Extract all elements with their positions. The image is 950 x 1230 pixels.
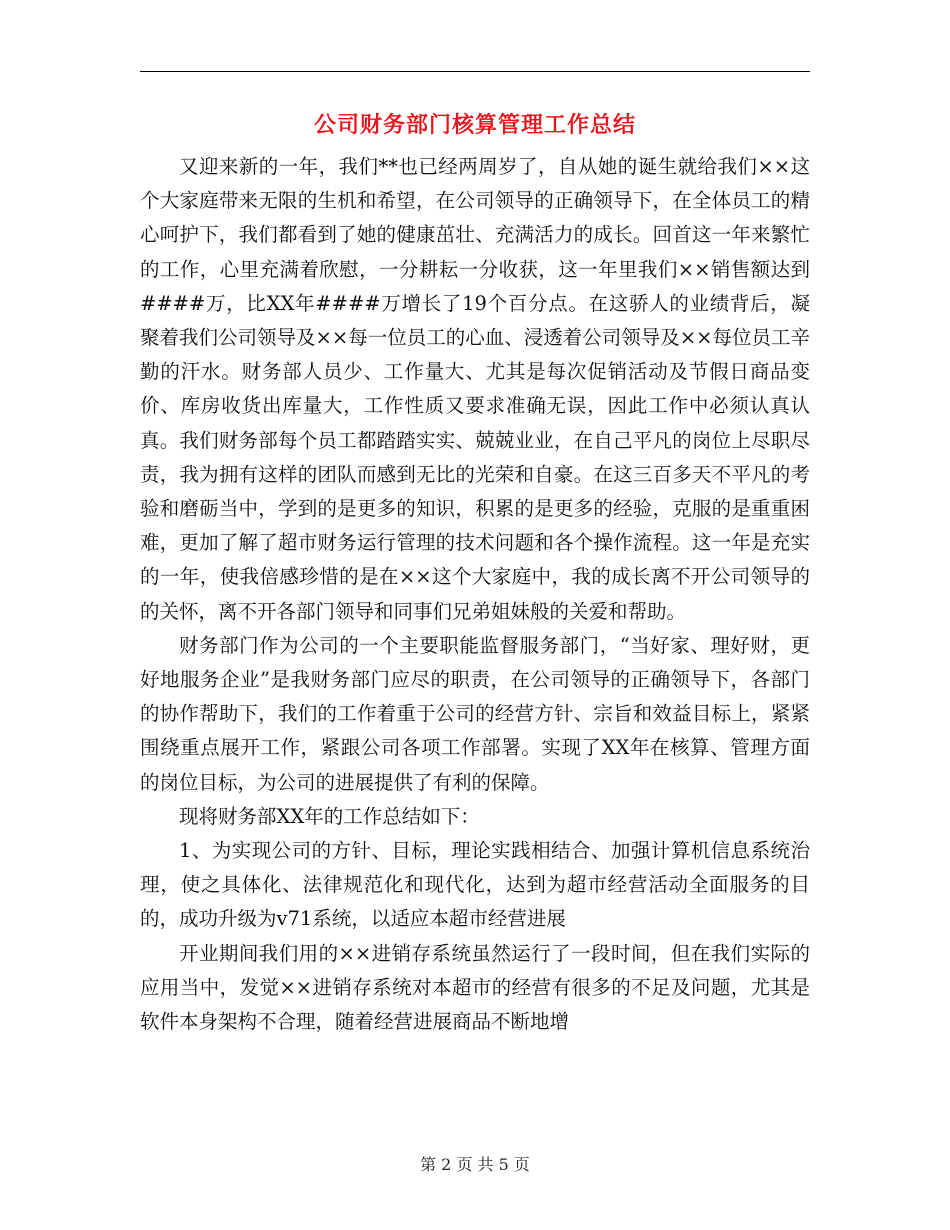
document-body <box>140 150 810 1039</box>
paragraph-item-1: 1、为实现公司的方针、目标，理论实践相结合、加强计算机信息系统治理，使之具体化、法律规范化和现代化，达到为超市经营活动全面服务的目的，成功升级为v71系统，以适应本超市经营进展 <box>140 839 810 931</box>
paragraph-system-upgrade: 开业期间我们用的××进销存系统虽然运行了一段时间，但在我们实际的应用当中，发觉××进销存系统对本超市的经营有很多的不足及问题，尤其是软件本身架构不合理，随着经营进展商品不断地增 <box>140 941 810 1034</box>
document-title: 公司财务部门核算管理工作总结 <box>313 112 636 138</box>
header-rule <box>140 71 810 72</box>
page-number-footer: 第 2 页 共 5 页 <box>420 1155 530 1174</box>
paragraph-role: 财务部门作为公司的一个主要职能监督服务部门，“当好家、理好财，更好地服务企业”是我财务部门应尽的职责，在公司领导的正确领导下，各部门的协作帮助下，我们的工作着重于公司的经营方针、宗旨和效益目标上，紧紧围绕重点展开工作，紧跟公司各项工作部署。实现了XX年在核算、管理方面的岗位目标，为公司的进展提供了有利的保障。 <box>140 633 810 794</box>
paragraph-summary-lead: 现将财务部XX年的工作总结如下： <box>179 804 480 828</box>
paragraph-intro: 又迎来新的一年，我们**也已经两周岁了，自从她的诞生就给我们××这个大家庭带来无限的生机和希望，在公司领导的正确领导下，在全体员工的精心呵护下，我们都看到了她的健康茁壮、充满活力的成长。回首这一年来繁忙的工作，心里充满着欣慰，一分耕耘一分收获，这一年里我们××销售额达到####万，比XX年####万增长了19个百分点。在这骄人的业绩背后，凝聚着我们公司领导及××每一位员工的心血、浸透着公司领导及××每位员工辛勤的汗水。财务部人员少、工作量大、尤其是每次促销活动及节假日商品变价、库房收货出库量大，工作性质又要求准确无误，因此工作中必须认真认真。我们财务部每个员工都踏踏实实、兢兢业业，在自己平凡的岗位上尽职尽责，我为拥有这样的团队而感到无比的光荣和自豪。在这三百多天不平凡的考验和磨砺当中，学到的是更多的知识，积累的是更多的经验，克服的是重重困难，更加了解了超市财务运行管理的技术问题和各个操作流程。这一年是充实的一年，使我倍感珍惜的是在××这个大家庭中，我的成长离不开公司领导的的关怀，离不开各部门领导和同事们兄弟姐妹般的关爱和帮助。 <box>140 155 810 623</box>
